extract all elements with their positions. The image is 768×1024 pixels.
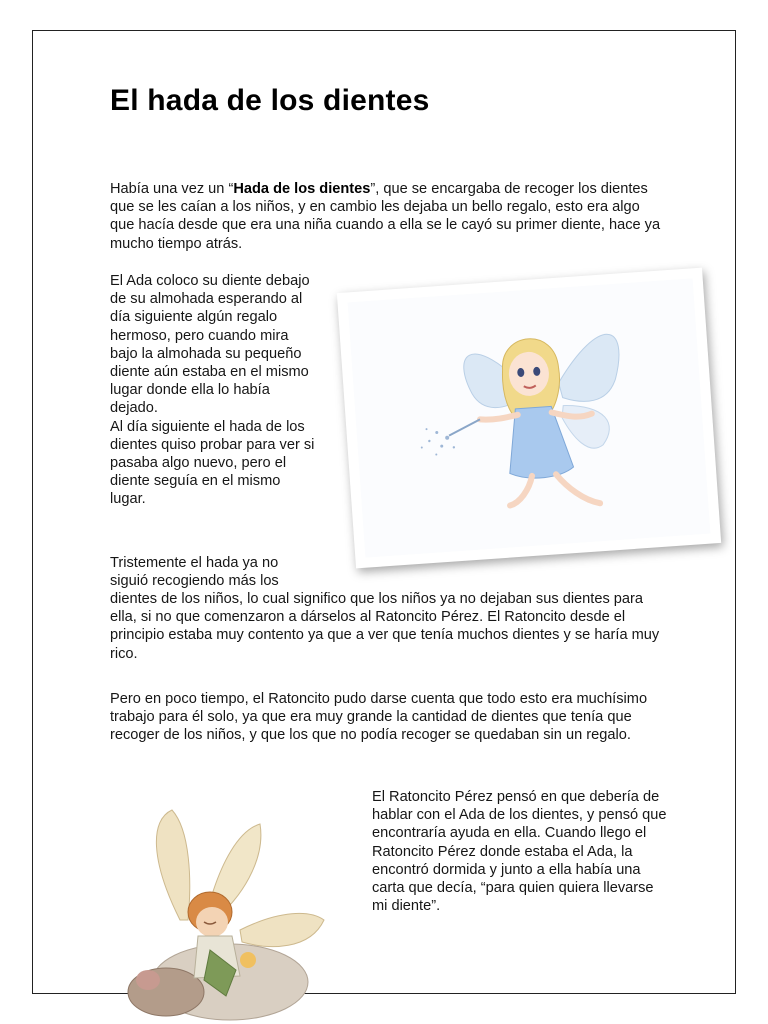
fairy-with-mouse-illustration [110,800,350,1024]
paragraph-tooth-under-pillow [110,272,315,509]
paragraph-sadly-start: Tristemente el hada ya no siguió recogiendo más los [110,555,279,590]
paragraph-ratoncito-visit: El Ratoncito Pérez pensó en que debería de hablar con el Ada de los dientes, y pensó que encontraría ayuda en ella. Cuando llego el Ratoncito Pérez donde estaba el Ada, la encontró dormida y junto a ella había una carta que decía, “para quien quiera llevarse mi diente”. [372,789,667,915]
tooth-fairy-illustration [347,278,710,558]
paragraph-tooth-part1: El Ada coloco su diente debajo de su almohada esperando al día siguiente algún regalo hermoso, pero cuando mira bajo la almohada su pequeño diente aún estaba en el mismo lugar donde ella lo había dejado. [110,273,310,417]
intro-text-start: Había una vez un “ [110,181,234,197]
paragraph-intro [110,180,662,253]
paragraph-tooth-part2: Al día siguiente el hada de los dientes quiso probar para ver si pasaba algo nuevo, pero el diente seguía en el mismo lugar. [110,418,315,508]
intro-bold-term: Hada de los dientes [233,181,371,197]
tooth-fairy-photo [337,268,721,569]
intro-text-end: ”, que se encargaba de recoger los dientes que se les caían a los niños, y en cambio les dejaba un bello regalo, esto era algo que hacía desde que era una niña cuando a ella se le cayó su primer diente, hace ya mucho tiempo atrás. [110,181,661,252]
paragraph-sadly-rest: dientes de los niños, lo cual significo que los niños ya no dejaban sus dientes para ella, si no que comenzaron a dárselos al Ratoncito Pérez. El Ratoncito desde el principio estaba muy contento ya que a ver que tenía muchos dientes y se haría muy rico. [110,591,660,662]
paragraph-ratoncito-work: Pero en poco tiempo, el Ratoncito pudo darse cuenta que todo esto era muchísimo trabajo para él solo, ya que era muy grande la cantidad de dientes que tenía que recoger de los niños, y que los que no podía recoger se quedaban sin un regalo. [110,691,648,744]
page-title: El hada de los dientes [110,84,430,117]
